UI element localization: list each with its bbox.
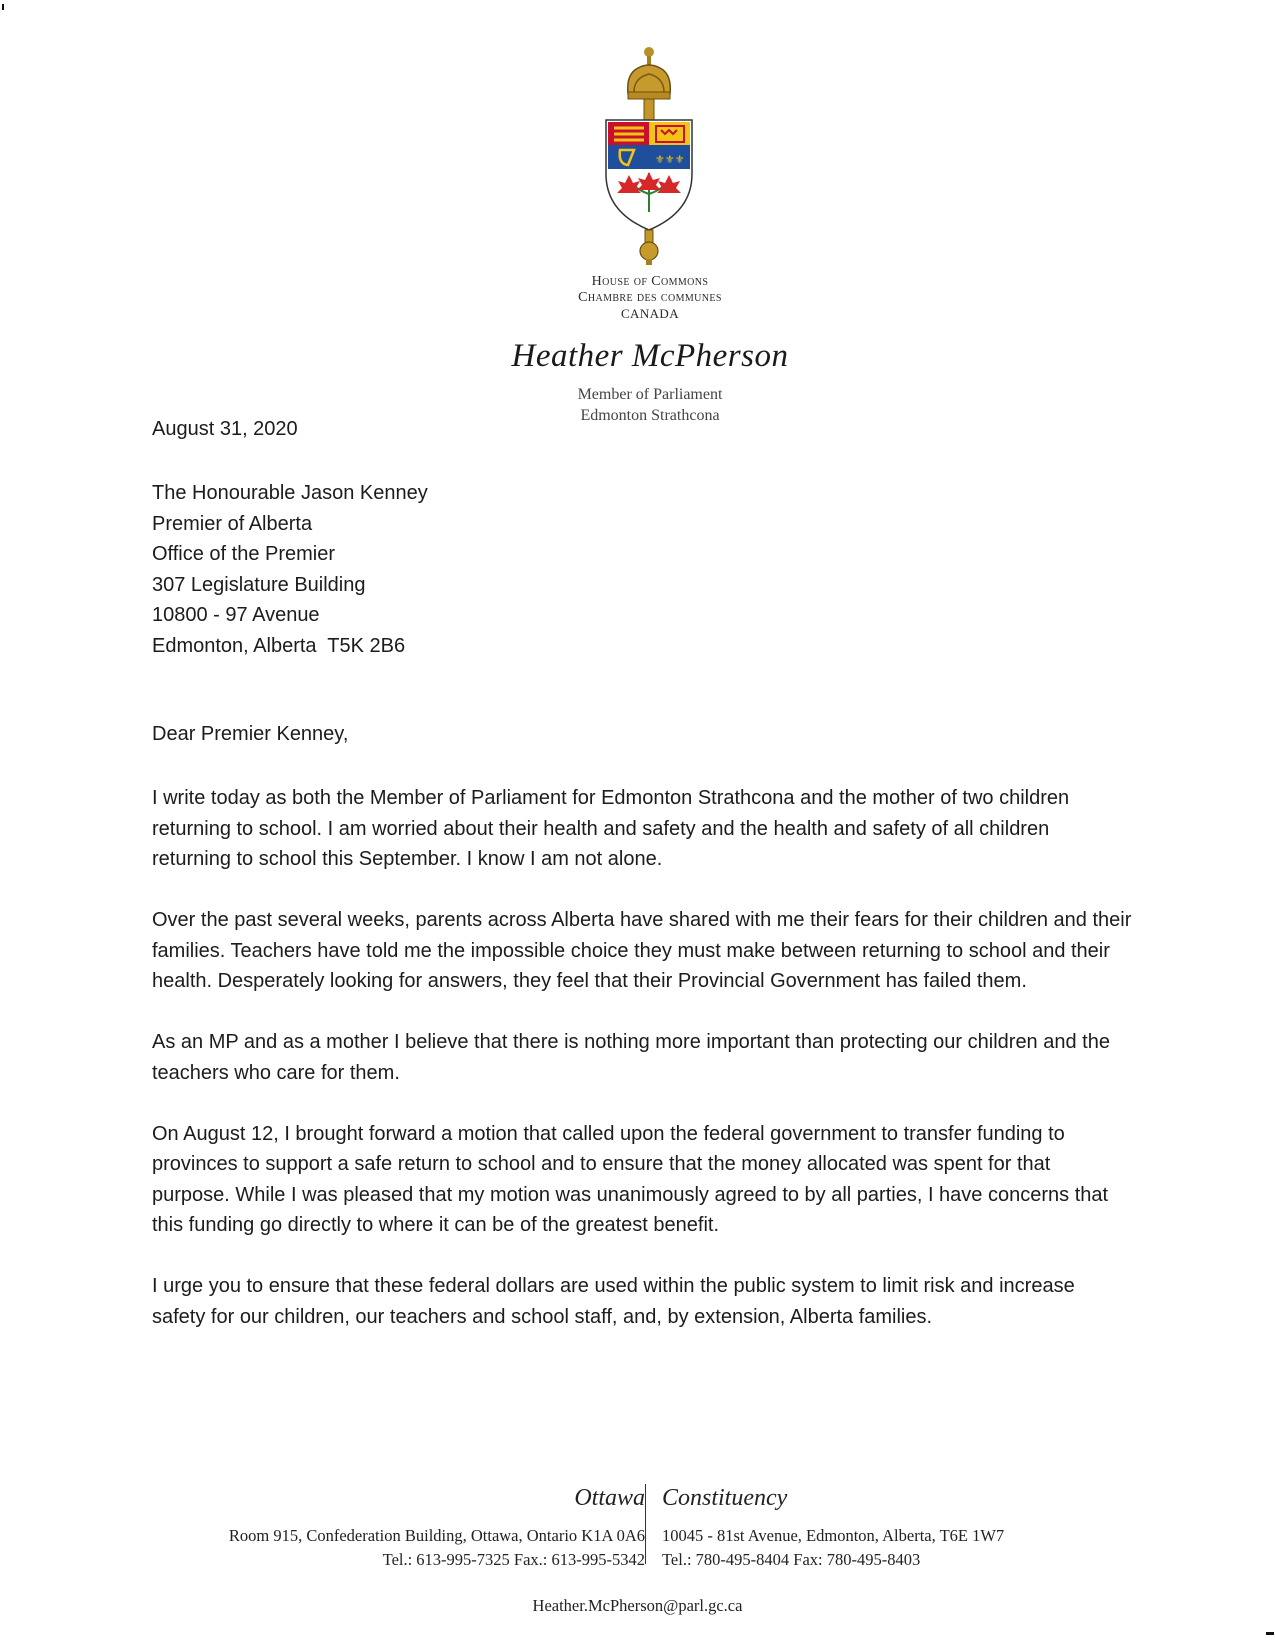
mp-title: Member of Parliament (577, 386, 723, 403)
footer-divider (645, 1484, 646, 1564)
body-paragraph: As an MP and as a mother I believe that there is nothing more important than protecting our children and the teachers who care for them. (152, 1031, 1110, 1084)
ottawa-label: Ottawa (574, 1485, 645, 1511)
country-name: CANADA (620, 306, 679, 321)
constituency-office (662, 1482, 1004, 1572)
recipient-line: 307 Legislature Building (152, 573, 366, 596)
salutation: Dear Premier Kenney, (152, 723, 349, 745)
constituency-label: Constituency (662, 1485, 788, 1511)
riding-name: Edmonton Strathcona (580, 407, 720, 424)
ottawa-phone: Tel.: 613-995-7325 Fax.: 613-995-5342 (382, 1550, 645, 1569)
constituency-phone: Tel.: 780-495-8404 Fax: 780-495-8403 (662, 1550, 921, 1569)
recipient-line: Office of the Premier (152, 543, 336, 565)
recipient-line: The Honourable Jason Kenney (152, 482, 428, 504)
letter-body (152, 783, 1132, 1363)
scan-speck (2, 4, 4, 10)
svg-text:⚜⚜⚜: ⚜⚜⚜ (655, 153, 685, 166)
recipient-line: Premier of Alberta (152, 512, 313, 535)
ottawa-address: Room 915, Confederation Building, Ottawa, Ontario K1A 0A6 (228, 1526, 645, 1545)
recipient-line: Edmonton, Alberta T5K 2B6 (152, 634, 406, 657)
scan-speck (1266, 1632, 1274, 1635)
house-of-commons-crest-icon (604, 44, 694, 266)
letterhead-institution (500, 274, 800, 322)
ottawa-office (229, 1482, 645, 1572)
house-name-fr: Chambre des communes (578, 290, 722, 305)
body-paragraph: I write today as both the Member of Parliament for Edmonton Strathcona and the mother of two children returning to school. I am worried about their health and safety and the health and safety of all children returning to school this September. I know I am not alone. (152, 787, 1070, 870)
body-paragraph: Over the past several weeks, parents across Alberta have shared with me their fears for their children and their families. Teachers have told me the impossible choice they must make between returning to school and their health. Desperately looking for answers, they feel that their Provincial Government has failed them. (152, 909, 1132, 992)
email-address: Heather.McPherson@parl.gc.ca (532, 1596, 743, 1615)
mp-title-block (500, 384, 800, 426)
letterhead-footer (0, 1482, 1275, 1569)
recipient-address (152, 478, 428, 661)
body-paragraph: On August 12, I brought forward a motion that called upon the federal government to transfer funding to provinces to support a safe return to school and to ensure that the money allocated was spent for that purpose. While I was pleased that my motion was unanimously agreed to by all parties, I have concerns that this funding go directly to where it can be of the greatest benefit. (152, 1122, 1109, 1236)
constituency-address: 10045 - 81st Avenue, Edmonton, Alberta, T6E 1W7 (662, 1526, 1005, 1545)
recipient-line: 10800 - 97 Avenue (152, 604, 320, 626)
body-paragraph: I urge you to ensure that these federal dollars are used within the public system to limit risk and increase safety for our children, our teachers and school staff, and, by extension, Alberta families. (152, 1275, 1075, 1328)
house-name-en: House of Commons (591, 274, 709, 289)
mp-name-signature: Heather McPherson (511, 338, 789, 374)
letter-date: August 31, 2020 (152, 418, 298, 440)
